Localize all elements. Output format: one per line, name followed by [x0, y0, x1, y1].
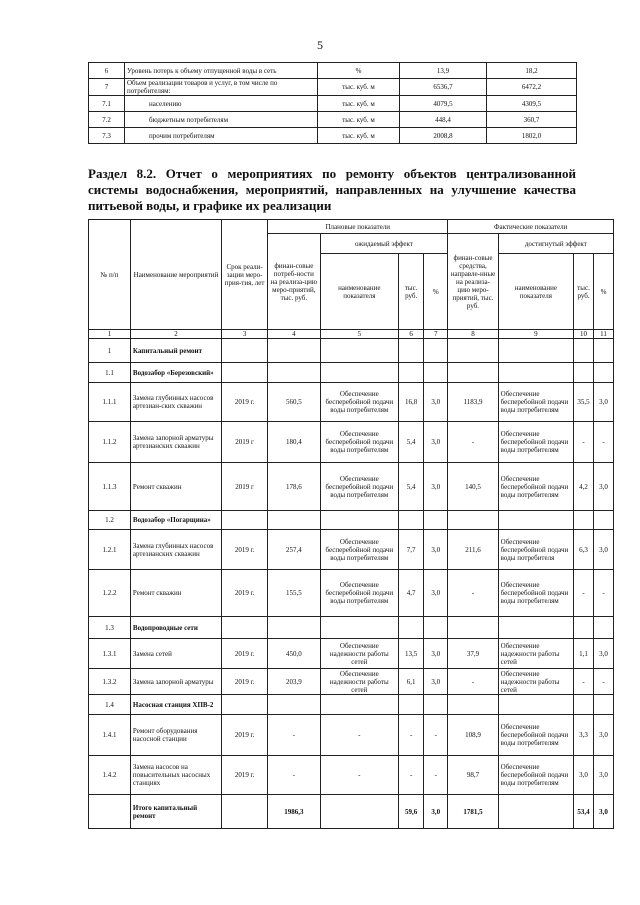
column-index: 6: [399, 330, 424, 339]
row-term: 2019 г.: [222, 715, 268, 756]
empty-cell: [222, 617, 268, 639]
row-name: Замена запорной арматуры: [130, 669, 221, 695]
row-pct: 3,0: [424, 530, 448, 570]
row-thous: 6,1: [399, 669, 424, 695]
indicator-num: 7.1: [89, 96, 125, 112]
header-pct-2: %: [593, 254, 613, 330]
row-num: 1.1.3: [89, 463, 131, 511]
row-indicator: Обеспечение надежности работы сетей: [320, 669, 399, 695]
row-term: 2019 г.: [222, 530, 268, 570]
indicator-num: 7: [89, 79, 125, 96]
row-fact-fin: 98,7: [448, 756, 498, 795]
row-pct-2: 3,0: [593, 383, 613, 422]
indicator-value-2: 4309,5: [487, 96, 577, 112]
section-title: Водозабор «Березовский»: [130, 363, 221, 383]
page-number: 5: [317, 38, 323, 52]
header-thous: тыс. руб.: [399, 254, 424, 330]
row-plan-fin: 450,0: [268, 639, 320, 669]
row-name: Замена сетей: [130, 639, 221, 669]
row-indicator: -: [320, 756, 399, 795]
row-thous-2: -: [574, 422, 594, 463]
indicator-row: [89, 79, 577, 96]
row-indicator-2: Обеспечение бесперебойной подачи воды потребителям: [498, 463, 573, 511]
row-num: 1.1.2: [89, 422, 131, 463]
empty-cell: [448, 363, 498, 383]
indicator-unit: %: [318, 63, 400, 79]
indicator-value-2: 6472,2: [487, 79, 577, 96]
row-name: Замена запорной арматуры артезианских скважин: [130, 422, 221, 463]
section-title: Насосная станция ХПВ-2: [130, 695, 221, 715]
empty-cell: [399, 617, 424, 639]
table-row: [89, 530, 614, 570]
empty-cell: [268, 617, 320, 639]
empty-cell: [399, 511, 424, 530]
row-thous: -: [399, 715, 424, 756]
section-heading: Раздел 8.2. Отчет о мероприятиях по ремонту объектов централизованной системы водоснабжения, мероприятий, направленных на улучшение качества питьевой воды, и графике их реализации: [88, 166, 576, 213]
empty-cell: [593, 695, 613, 715]
table-row: [89, 715, 614, 756]
indicator-row: [89, 112, 577, 128]
table-row: [89, 463, 614, 511]
row-plan-fin: 560,5: [268, 383, 320, 422]
row-indicator: -: [320, 715, 399, 756]
indicator-row: [89, 63, 577, 79]
row-indicator: Обеспечение бесперебойной подачи воды потребителям: [320, 383, 399, 422]
header-name: Наименование мероприятий: [130, 220, 221, 330]
header-thous-2: тыс. руб.: [574, 254, 594, 330]
row-name: Замена насосов на повысительных насосных станциях: [130, 756, 221, 795]
row-indicator: Обеспечение бесперебойной подачи воды потребителям: [320, 570, 399, 617]
column-index: 10: [574, 330, 594, 339]
section-row: [89, 617, 614, 639]
total-plan-fin: 1986,3: [268, 795, 320, 829]
empty-cell: [593, 339, 613, 363]
row-thous: 7,7: [399, 530, 424, 570]
row-num: 1.3.1: [89, 639, 131, 669]
empty-cell: [320, 363, 399, 383]
empty-cell: [498, 617, 573, 639]
column-index: 7: [424, 330, 448, 339]
row-thous: 13,5: [399, 639, 424, 669]
section-num: 1.1: [89, 363, 131, 383]
row-indicator: Обеспечение бесперебойной подачи воды потребителям: [320, 530, 399, 570]
empty-cell: [593, 617, 613, 639]
row-indicator: Обеспечение бесперебойной подачи воды потребителям: [320, 422, 399, 463]
indicator-unit: тыс. куб. м: [318, 128, 400, 144]
row-pct-2: -: [593, 570, 613, 617]
indicator-value-1: 6536,7: [400, 79, 487, 96]
indicator-name: Уровень потерь к объему отпущенной воды в сеть: [125, 63, 318, 79]
row-name: Ремонт скважин: [130, 570, 221, 617]
table-row: [89, 639, 614, 669]
row-thous-2: 6,3: [574, 530, 594, 570]
section-title: Водозабор «Погарщина»: [130, 511, 221, 530]
row-term: 2019 г.: [222, 639, 268, 669]
row-fact-fin: -: [448, 422, 498, 463]
column-index: 9: [498, 330, 573, 339]
row-thous-2: 3,0: [574, 756, 594, 795]
empty-cell: [498, 339, 573, 363]
header-planned: Плановые показатели: [268, 220, 448, 234]
empty-cell: [424, 695, 448, 715]
empty-cell: [424, 363, 448, 383]
empty-cell: [448, 339, 498, 363]
empty-cell: [399, 363, 424, 383]
row-thous: 4,7: [399, 570, 424, 617]
indicator-value-1: 13,9: [400, 63, 487, 79]
header-actual: Фактические показатели: [448, 220, 614, 234]
row-plan-fin: -: [268, 756, 320, 795]
row-thous: 5,4: [399, 422, 424, 463]
row-term: 2019 г: [222, 422, 268, 463]
row-indicator-2: Обеспечение бесперебойной подачи воды потребителям: [498, 570, 573, 617]
empty-cell: [448, 511, 498, 530]
indicator-unit: тыс. куб. м: [318, 79, 400, 96]
indicator-value-2: 360,7: [487, 112, 577, 128]
indicator-value-1: 4079,5: [400, 96, 487, 112]
row-thous: 16,8: [399, 383, 424, 422]
header-plan-fin: финан-совые потреб-ности на реализа-цию меро-приятий, тыс. руб.: [268, 234, 320, 330]
section-title: Капитальный ремонт: [130, 339, 221, 363]
row-indicator: Обеспечение бесперебойной подачи воды потребителям: [320, 463, 399, 511]
row-thous: 5,4: [399, 463, 424, 511]
empty-cell: [424, 617, 448, 639]
row-term: 2019 г.: [222, 570, 268, 617]
section-row: [89, 511, 614, 530]
column-index: 4: [268, 330, 320, 339]
column-index: 5: [320, 330, 399, 339]
empty-cell: [222, 363, 268, 383]
table-row: [89, 383, 614, 422]
table-row: [89, 669, 614, 695]
section-num: 1.2: [89, 511, 131, 530]
column-index: 2: [130, 330, 221, 339]
row-plan-fin: -: [268, 715, 320, 756]
header-term: Срок реали-зации меро-прия-тия, лет: [222, 220, 268, 330]
header-pct: %: [424, 254, 448, 330]
indicator-value-2: 1802,0: [487, 128, 577, 144]
row-term: 2019 г: [222, 463, 268, 511]
row-pct-2: -: [593, 422, 613, 463]
empty-cell: [498, 695, 573, 715]
row-num: 1.4.1: [89, 715, 131, 756]
row-plan-fin: 155,5: [268, 570, 320, 617]
empty-cell: [448, 617, 498, 639]
section-row: [89, 363, 614, 383]
indicator-unit: тыс. куб. м: [318, 96, 400, 112]
row-name: Замена глубинных насосов артезианских скважин: [130, 530, 221, 570]
section-num: 1.4: [89, 695, 131, 715]
row-plan-fin: 203,9: [268, 669, 320, 695]
row-indicator-2: Обеспечение бесперебойной подачи воды потребителям: [498, 756, 573, 795]
empty-cell: [320, 695, 399, 715]
row-pct-2: 3,0: [593, 756, 613, 795]
row-pct: 3,0: [424, 669, 448, 695]
row-plan-fin: 180,4: [268, 422, 320, 463]
indicator-value-1: 448,4: [400, 112, 487, 128]
column-index: 1: [89, 330, 131, 339]
empty-cell: [320, 339, 399, 363]
row-name: Ремонт оборудования насосной станции: [130, 715, 221, 756]
row-indicator-2: Обеспечение бесперебойной подачи воды потребителям: [498, 422, 573, 463]
header-num: № п/п: [89, 220, 131, 330]
row-thous-2: -: [574, 669, 594, 695]
empty-cell: [593, 511, 613, 530]
row-pct: 3,0: [424, 639, 448, 669]
row-num: 1.4.2: [89, 756, 131, 795]
empty-cell: [424, 339, 448, 363]
indicator-unit: тыс. куб. м: [318, 112, 400, 128]
row-plan-fin: 178,6: [268, 463, 320, 511]
empty-cell: [498, 511, 573, 530]
row-num: 1.2.1: [89, 530, 131, 570]
section-num: 1.3: [89, 617, 131, 639]
row-fact-fin: 1183,9: [448, 383, 498, 422]
row-indicator-2: Обеспечение надежности работы сетей: [498, 669, 573, 695]
column-index-row: [89, 330, 614, 339]
indicator-name: бюджетным потребителям: [125, 112, 318, 128]
total-pct: 3,0: [424, 795, 448, 829]
row-num: 1.3.2: [89, 669, 131, 695]
empty-cell: [399, 339, 424, 363]
indicator-num: 6: [89, 63, 125, 79]
section-num: 1: [89, 339, 131, 363]
header-ind-name-2: наименование показателя: [498, 254, 573, 330]
table-row: [89, 756, 614, 795]
row-thous-2: -: [574, 570, 594, 617]
empty-cell: [498, 363, 573, 383]
row-name: Ремонт скважин: [130, 463, 221, 511]
indicator-name: населению: [125, 96, 318, 112]
table-row: [89, 422, 614, 463]
empty-cell: [593, 363, 613, 383]
header-expected: ожидаемый эффект: [320, 234, 448, 254]
total-fact-fin: 1781,5: [448, 795, 498, 829]
empty-cell: [574, 695, 594, 715]
row-fact-fin: 211,6: [448, 530, 498, 570]
row-term: 2019 г.: [222, 756, 268, 795]
empty-cell: [222, 511, 268, 530]
row-indicator-2: Обеспечение бесперебойной подачи воды потребителям: [498, 715, 573, 756]
column-index: 3: [222, 330, 268, 339]
empty-cell: [574, 363, 594, 383]
header-achieved: достигнутый эффект: [498, 234, 613, 254]
empty-cell: [574, 511, 594, 530]
empty-cell: [320, 617, 399, 639]
row-thous: -: [399, 756, 424, 795]
indicator-value-2: 18,2: [487, 63, 577, 79]
row-fact-fin: 108,9: [448, 715, 498, 756]
indicator-row: [89, 128, 577, 144]
row-thous-2: 35,5: [574, 383, 594, 422]
empty-cell: [424, 511, 448, 530]
row-num: 1.2.2: [89, 570, 131, 617]
section-title: Водопроводные сети: [130, 617, 221, 639]
row-pct: 3,0: [424, 422, 448, 463]
row-pct-2: 3,0: [593, 715, 613, 756]
empty-cell: [574, 339, 594, 363]
row-pct: 3,0: [424, 383, 448, 422]
row-num: 1.1.1: [89, 383, 131, 422]
section-row: [89, 695, 614, 715]
row-pct: -: [424, 756, 448, 795]
indicators-table: [88, 62, 577, 144]
empty-cell: [222, 339, 268, 363]
row-thous-2: 4,2: [574, 463, 594, 511]
indicator-num: 7.3: [89, 128, 125, 144]
table-row: [89, 570, 614, 617]
row-thous-2: 3,3: [574, 715, 594, 756]
column-index: 11: [593, 330, 613, 339]
total-thous: 59,6: [399, 795, 424, 829]
row-fact-fin: -: [448, 669, 498, 695]
row-pct: 3,0: [424, 570, 448, 617]
total-pct-2: 3,0: [593, 795, 613, 829]
repair-report-table: [88, 219, 614, 829]
empty-cell: [574, 617, 594, 639]
empty-cell: [320, 795, 399, 829]
empty-cell: [448, 695, 498, 715]
header-ind-name: наименование показателя: [320, 254, 399, 330]
row-pct: 3,0: [424, 463, 448, 511]
row-indicator: Обеспечение надежности работы сетей: [320, 639, 399, 669]
indicator-value-1: 2008,8: [400, 128, 487, 144]
header-row-1: [89, 220, 614, 234]
row-pct-2: 3,0: [593, 530, 613, 570]
row-name: Замена глубинных насосов артезиан-ских скважин: [130, 383, 221, 422]
empty-cell: [222, 795, 268, 829]
empty-cell: [268, 695, 320, 715]
empty-cell: [268, 511, 320, 530]
header-fact-fin: финан-совые средства, направле-нные на реализа-цию меро-приятий, тыс. руб.: [448, 234, 498, 330]
column-index: 8: [448, 330, 498, 339]
total-thous-2: 53,4: [574, 795, 594, 829]
row-fact-fin: 140,5: [448, 463, 498, 511]
total-row: [89, 795, 614, 829]
row-pct-2: -: [593, 669, 613, 695]
indicator-name: Объем реализации товаров и услуг, в том числе по потребителям:: [125, 79, 318, 96]
empty-cell: [89, 795, 131, 829]
row-indicator-2: Обеспечение надежности работы сетей: [498, 639, 573, 669]
row-fact-fin: -: [448, 570, 498, 617]
section-row: [89, 339, 614, 363]
empty-cell: [399, 695, 424, 715]
empty-cell: [268, 363, 320, 383]
row-term: 2019 г.: [222, 669, 268, 695]
row-fact-fin: 37,9: [448, 639, 498, 669]
row-pct-2: 3,0: [593, 639, 613, 669]
empty-cell: [320, 511, 399, 530]
empty-cell: [222, 695, 268, 715]
row-plan-fin: 257,4: [268, 530, 320, 570]
indicator-name: прочим потребителям: [125, 128, 318, 144]
total-label: Итого капитальный ремонт: [130, 795, 221, 829]
row-indicator-2: Обеспечение бесперебойной подачи воды потребителям: [498, 383, 573, 422]
indicator-row: [89, 96, 577, 112]
row-pct: -: [424, 715, 448, 756]
empty-cell: [498, 795, 573, 829]
row-indicator-2: Обеспечение бесперебойной подачи воды потребителя: [498, 530, 573, 570]
row-pct-2: 3,0: [593, 463, 613, 511]
empty-cell: [268, 339, 320, 363]
row-thous-2: 1,1: [574, 639, 594, 669]
row-term: 2019 г.: [222, 383, 268, 422]
indicator-num: 7.2: [89, 112, 125, 128]
